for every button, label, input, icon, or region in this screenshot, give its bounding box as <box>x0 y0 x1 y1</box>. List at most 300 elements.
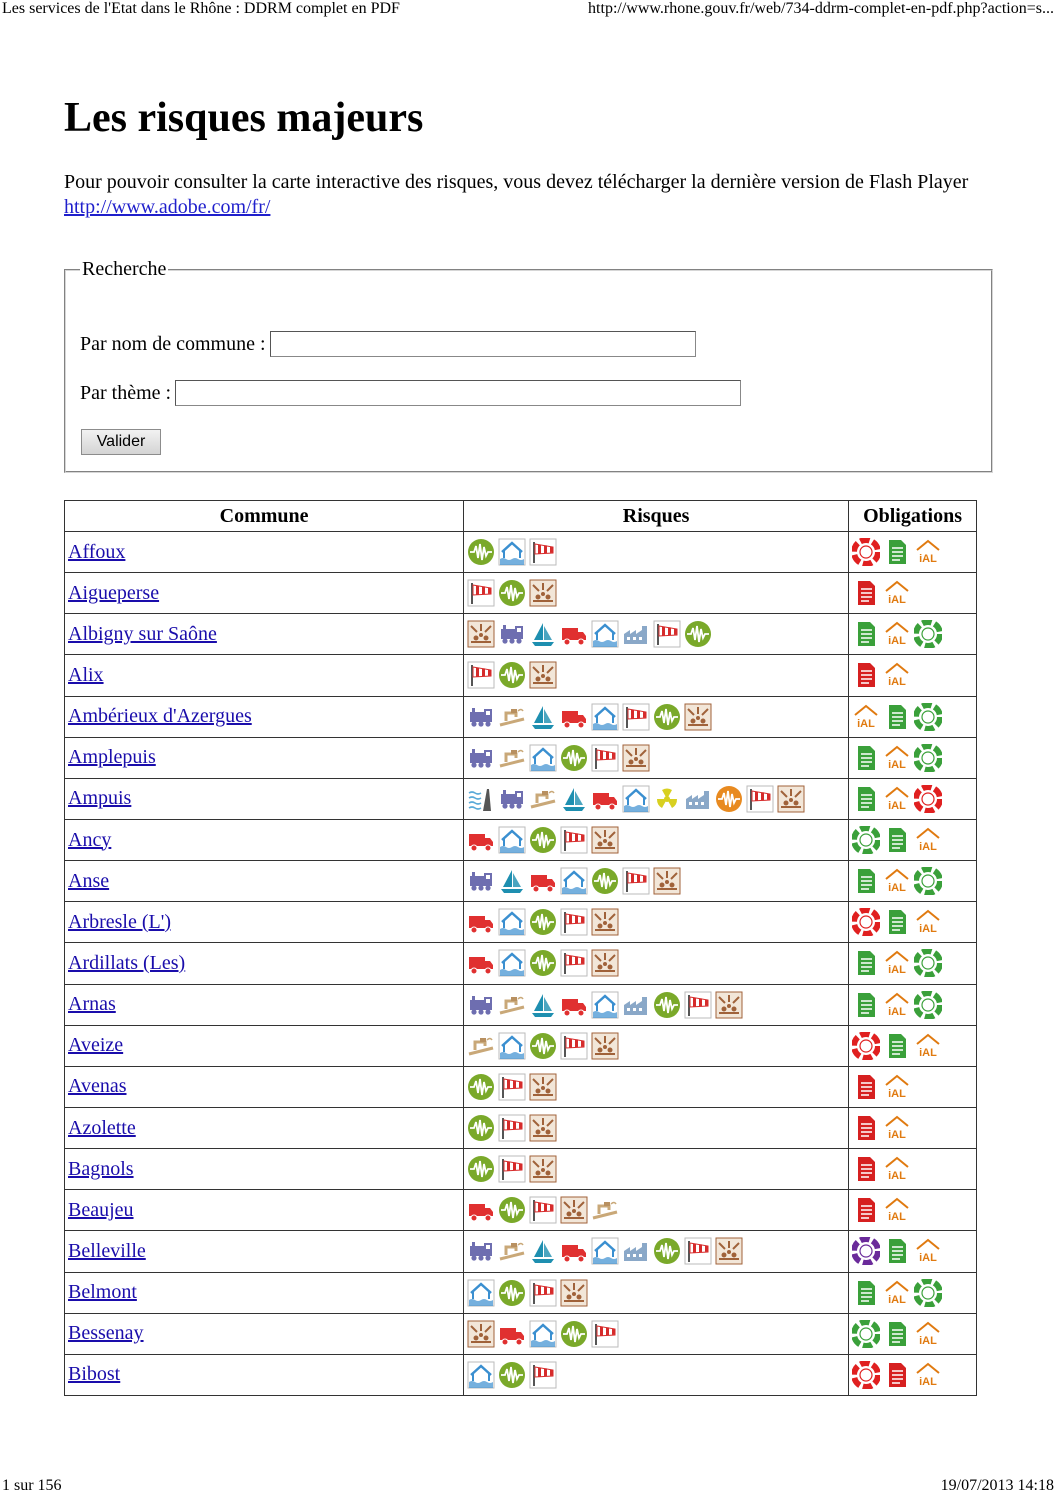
risques-cell <box>464 1025 849 1066</box>
obligations-cell <box>849 1354 977 1395</box>
risk-mouvement-icon[interactable] <box>529 661 557 689</box>
risk-camion-icon[interactable] <box>591 785 619 813</box>
svg-text:iAL: iAL <box>888 594 906 607</box>
obligations-cell <box>849 861 977 902</box>
obligation-pcs-green-icon[interactable] <box>914 1279 942 1307</box>
obligation-pcs-icon[interactable] <box>852 908 880 936</box>
risques-cell <box>464 1190 849 1231</box>
commune-cell <box>65 1354 464 1395</box>
risk-camion-icon[interactable] <box>560 703 588 731</box>
table-row <box>65 655 977 696</box>
risk-bateau-icon[interactable] <box>529 620 557 648</box>
obligation-ial-icon[interactable] <box>914 1361 942 1389</box>
obligation-ial-icon[interactable] <box>883 949 911 977</box>
page-title: Les risques majeurs <box>64 95 424 141</box>
obligations-cell <box>849 696 977 737</box>
risk-inondation-icon[interactable] <box>591 703 619 731</box>
obligation-ial-icon[interactable] <box>883 620 911 648</box>
obligation-pcs-icon[interactable] <box>852 1032 880 1060</box>
risk-inondation-icon[interactable] <box>498 908 526 936</box>
risk-vent-icon[interactable] <box>529 1361 557 1389</box>
risk-mouvement-icon[interactable] <box>529 1155 557 1183</box>
risk-industrie-icon[interactable] <box>622 1237 650 1265</box>
risques-cell <box>464 1149 849 1190</box>
table-row <box>65 943 977 984</box>
risk-seisme-icon[interactable] <box>529 949 557 977</box>
svg-text:iAL: iAL <box>888 882 906 895</box>
commune-link[interactable]: Alix <box>68 663 104 686</box>
table-row <box>65 1313 977 1354</box>
table-row <box>65 1066 977 1107</box>
risk-industrie-icon[interactable] <box>684 785 712 813</box>
table-row <box>65 819 977 860</box>
risk-rail-icon[interactable] <box>498 620 526 648</box>
risk-camion-icon[interactable] <box>529 867 557 895</box>
commune-link[interactable]: Ambérieux d'Azergues <box>68 705 252 728</box>
header-commune: Commune <box>65 501 464 532</box>
risk-seisme-icon[interactable] <box>498 579 526 607</box>
risk-mouvement-icon[interactable] <box>591 908 619 936</box>
risk-camion-icon[interactable] <box>467 1196 495 1224</box>
commune-cell <box>65 943 464 984</box>
obligation-dicrim-red-icon[interactable] <box>852 1114 880 1142</box>
risk-canalisation-icon[interactable] <box>529 785 557 813</box>
risk-industrie-icon[interactable] <box>622 620 650 648</box>
table-row <box>65 861 977 902</box>
risk-nucleaire-icon[interactable] <box>653 785 681 813</box>
obligation-dicrim-icon[interactable] <box>883 1237 911 1265</box>
risques-cell <box>464 1066 849 1107</box>
obligation-pcs-green-icon[interactable] <box>852 1320 880 1348</box>
svg-text:iAL: iAL <box>919 1252 937 1265</box>
commune-link[interactable]: Arnas <box>68 993 116 1016</box>
risques-cell <box>464 1107 849 1148</box>
table-row <box>65 984 977 1025</box>
obligations-cell <box>849 1272 977 1313</box>
risk-seisme-icon[interactable] <box>653 991 681 1019</box>
risk-vent-icon[interactable] <box>622 867 650 895</box>
risk-seisme-orange-icon[interactable] <box>715 785 743 813</box>
commune-link[interactable]: Arbresle (L') <box>68 910 171 933</box>
risk-vent-icon[interactable] <box>560 826 588 854</box>
obligations-cell <box>849 532 977 573</box>
risk-mouvement-icon[interactable] <box>684 703 712 731</box>
risk-canalisation-icon[interactable] <box>498 1237 526 1265</box>
obligation-ial-icon[interactable] <box>883 744 911 772</box>
obligation-ial-icon[interactable] <box>852 703 880 731</box>
risk-seisme-icon[interactable] <box>560 744 588 772</box>
risk-vent-icon[interactable] <box>684 991 712 1019</box>
risk-bateau-icon[interactable] <box>529 1237 557 1265</box>
risk-inondation-icon[interactable] <box>498 949 526 977</box>
risk-inondation-icon[interactable] <box>529 744 557 772</box>
risk-inondation-icon[interactable] <box>529 1320 557 1348</box>
print-footer <box>0 1475 1058 1497</box>
commune-cell <box>65 984 464 1025</box>
risk-inondation-icon[interactable] <box>498 538 526 566</box>
risk-seisme-icon[interactable] <box>529 826 557 854</box>
obligations-cell <box>849 1066 977 1107</box>
obligation-dicrim-icon[interactable] <box>883 1320 911 1348</box>
risk-seisme-icon[interactable] <box>467 538 495 566</box>
risk-vent-icon[interactable] <box>560 949 588 977</box>
risk-vent-icon[interactable] <box>653 620 681 648</box>
svg-text:iAL: iAL <box>888 1005 906 1018</box>
risques-cell <box>464 696 849 737</box>
risk-canalisation-icon[interactable] <box>467 1032 495 1060</box>
risk-vent-icon[interactable] <box>498 1155 526 1183</box>
risk-vent-icon[interactable] <box>467 579 495 607</box>
obligations-cell <box>849 778 977 819</box>
table-row <box>65 1231 977 1272</box>
obligation-ial-icon[interactable] <box>883 785 911 813</box>
risk-seisme-icon[interactable] <box>467 1114 495 1142</box>
risk-vent-icon[interactable] <box>467 661 495 689</box>
risk-seisme-icon[interactable] <box>591 867 619 895</box>
header-obligations: Obligations <box>849 501 977 532</box>
obligations-cell <box>849 984 977 1025</box>
risk-inondation-icon[interactable] <box>467 1279 495 1307</box>
obligation-ial-icon[interactable] <box>883 1279 911 1307</box>
obligation-ial-icon[interactable] <box>914 826 942 854</box>
obligations-cell <box>849 573 977 614</box>
risk-vent-icon[interactable] <box>529 1279 557 1307</box>
obligations-cell <box>849 1231 977 1272</box>
commune-link[interactable]: Belleville <box>68 1239 146 1262</box>
obligations-cell <box>849 1107 977 1148</box>
risk-rail-icon[interactable] <box>498 785 526 813</box>
risk-inondation-icon[interactable] <box>498 1032 526 1060</box>
obligation-dicrim-icon[interactable] <box>883 538 911 566</box>
risques-cell <box>464 778 849 819</box>
commune-input[interactable] <box>270 331 696 357</box>
risk-seisme-icon[interactable] <box>684 620 712 648</box>
obligation-ial-icon[interactable] <box>914 908 942 936</box>
svg-text:iAL: iAL <box>919 923 937 936</box>
obligations-cell <box>849 1025 977 1066</box>
obligation-pcs-icon[interactable] <box>914 785 942 813</box>
obligation-pcs-purple-icon[interactable] <box>852 1237 880 1265</box>
commune-cell <box>65 655 464 696</box>
risk-mouvement-icon[interactable] <box>715 991 743 1019</box>
table-row <box>65 778 977 819</box>
obligation-dicrim-icon[interactable] <box>852 867 880 895</box>
commune-link[interactable]: Aveize <box>68 1034 124 1057</box>
risk-mouvement-icon[interactable] <box>715 1237 743 1265</box>
obligation-dicrim-red-icon[interactable] <box>852 661 880 689</box>
risk-camion-icon[interactable] <box>498 1320 526 1348</box>
risk-vent-icon[interactable] <box>684 1237 712 1265</box>
risk-seisme-icon[interactable] <box>529 1032 557 1060</box>
obligation-pcs-green-icon[interactable] <box>914 703 942 731</box>
risques-cell <box>464 861 849 902</box>
table-row <box>65 1107 977 1148</box>
obligation-pcs-icon[interactable] <box>852 1361 880 1389</box>
risk-mouvement-icon[interactable] <box>653 867 681 895</box>
commune-cell <box>65 614 464 655</box>
commune-link[interactable]: Ampuis <box>68 787 132 810</box>
risk-inondation-icon[interactable] <box>498 826 526 854</box>
obligations-cell <box>849 655 977 696</box>
commune-cell <box>65 778 464 819</box>
obligation-dicrim-red-icon[interactable] <box>852 1155 880 1183</box>
commune-cell <box>65 819 464 860</box>
risk-seisme-icon[interactable] <box>653 703 681 731</box>
print-header <box>0 0 1058 22</box>
obligation-dicrim-red-icon[interactable] <box>852 579 880 607</box>
risques-cell <box>464 655 849 696</box>
obligation-pcs-green-icon[interactable] <box>914 949 942 977</box>
risk-vent-icon[interactable] <box>622 703 650 731</box>
svg-text:iAL: iAL <box>919 841 937 854</box>
commune-link[interactable]: Avenas <box>68 1075 127 1098</box>
obligation-ial-icon[interactable] <box>883 1155 911 1183</box>
risk-canalisation-icon[interactable] <box>498 744 526 772</box>
risk-camion-icon[interactable] <box>560 1237 588 1265</box>
commune-link[interactable]: Ancy <box>68 828 112 851</box>
risk-barrage-icon[interactable] <box>467 785 495 813</box>
commune-label: Par nom de commune : <box>80 332 266 355</box>
obligations-cell <box>849 1190 977 1231</box>
risk-mouvement-icon[interactable] <box>777 785 805 813</box>
risk-inondation-icon[interactable] <box>467 1361 495 1389</box>
obligations-cell <box>849 614 977 655</box>
risk-mouvement-icon[interactable] <box>560 1279 588 1307</box>
obligations-cell <box>849 1149 977 1190</box>
risk-canalisation-icon[interactable] <box>498 703 526 731</box>
risk-canalisation-icon[interactable] <box>591 1196 619 1224</box>
risk-mouvement-icon[interactable] <box>591 949 619 977</box>
risk-vent-icon[interactable] <box>498 1073 526 1101</box>
commune-link[interactable]: Bagnols <box>68 1157 134 1180</box>
obligation-ial-icon[interactable] <box>914 1237 942 1265</box>
risk-camion-icon[interactable] <box>560 620 588 648</box>
obligation-dicrim-icon[interactable] <box>852 785 880 813</box>
obligation-pcs-green-icon[interactable] <box>914 867 942 895</box>
risk-bateau-icon[interactable] <box>529 991 557 1019</box>
obligations-cell <box>849 902 977 943</box>
obligation-ial-icon[interactable] <box>883 867 911 895</box>
table-row <box>65 532 977 573</box>
svg-text:iAL: iAL <box>888 799 906 812</box>
obligation-dicrim-red-icon[interactable] <box>852 1073 880 1101</box>
obligation-dicrim-icon[interactable] <box>883 908 911 936</box>
risques-cell <box>464 532 849 573</box>
obligation-ial-icon[interactable] <box>883 661 911 689</box>
commune-cell <box>65 1231 464 1272</box>
obligation-dicrim-icon[interactable] <box>852 620 880 648</box>
intro-paragraph <box>64 170 974 220</box>
risk-camion-icon[interactable] <box>560 991 588 1019</box>
risques-cell <box>464 614 849 655</box>
print-header-title: Les services de l'Etat dans le Rhône : DDRM complet en PDF <box>2 0 400 17</box>
obligation-dicrim-icon[interactable] <box>852 744 880 772</box>
obligation-pcs-green-icon[interactable] <box>914 620 942 648</box>
risk-rail-icon[interactable] <box>467 703 495 731</box>
table-row <box>65 1354 977 1395</box>
svg-text:iAL: iAL <box>888 635 906 648</box>
svg-text:iAL: iAL <box>888 676 906 689</box>
risk-mouvement-icon[interactable] <box>591 1032 619 1060</box>
obligation-dicrim-red-icon[interactable] <box>852 1196 880 1224</box>
obligation-ial-icon[interactable] <box>883 579 911 607</box>
risk-inondation-icon[interactable] <box>591 620 619 648</box>
risk-mouvement-icon[interactable] <box>467 620 495 648</box>
table-row <box>65 1025 977 1066</box>
page-counter: 1 sur 156 <box>2 1477 62 1494</box>
svg-text:iAL: iAL <box>888 964 906 977</box>
risk-seisme-icon[interactable] <box>498 661 526 689</box>
theme-input[interactable] <box>175 380 741 406</box>
risk-bateau-icon[interactable] <box>529 703 557 731</box>
risk-camion-icon[interactable] <box>467 826 495 854</box>
obligation-pcs-green-icon[interactable] <box>852 826 880 854</box>
svg-text:iAL: iAL <box>919 1375 937 1388</box>
risques-cell <box>464 819 849 860</box>
risk-vent-icon[interactable] <box>498 1114 526 1142</box>
obligation-pcs-green-icon[interactable] <box>914 991 942 1019</box>
commune-link[interactable]: Bibost <box>68 1363 121 1386</box>
risk-vent-icon[interactable] <box>591 1320 619 1348</box>
table-row <box>65 1272 977 1313</box>
risk-inondation-icon[interactable] <box>560 867 588 895</box>
submit-button[interactable]: Valider <box>81 429 161 455</box>
risk-seisme-icon[interactable] <box>529 908 557 936</box>
risk-vent-icon[interactable] <box>746 785 774 813</box>
risk-canalisation-icon[interactable] <box>498 991 526 1019</box>
risk-mouvement-icon[interactable] <box>591 826 619 854</box>
obligation-ial-icon[interactable] <box>914 1320 942 1348</box>
risk-mouvement-icon[interactable] <box>467 1320 495 1348</box>
risk-seisme-icon[interactable] <box>498 1361 526 1389</box>
risk-camion-icon[interactable] <box>467 908 495 936</box>
obligation-dicrim-red-icon[interactable] <box>883 1361 911 1389</box>
commune-link[interactable]: Amplepuis <box>68 746 156 769</box>
risk-seisme-icon[interactable] <box>467 1073 495 1101</box>
intro-text: Pour pouvoir consulter la carte interactive des risques, vous devez télécharger la dernière version de Flash Player <box>64 171 969 193</box>
risk-vent-icon[interactable] <box>560 1032 588 1060</box>
adobe-link[interactable]: http://www.adobe.com/fr/ <box>64 196 271 218</box>
obligation-dicrim-icon[interactable] <box>883 703 911 731</box>
obligation-ial-icon[interactable] <box>914 1032 942 1060</box>
obligation-dicrim-icon[interactable] <box>852 949 880 977</box>
risk-seisme-icon[interactable] <box>653 1237 681 1265</box>
search-legend: Recherche <box>82 258 167 280</box>
risk-vent-icon[interactable] <box>591 744 619 772</box>
commune-link[interactable]: Affoux <box>68 540 126 563</box>
risk-inondation-icon[interactable] <box>622 785 650 813</box>
risk-rail-icon[interactable] <box>467 1237 495 1265</box>
table-row <box>65 902 977 943</box>
svg-text:iAL: iAL <box>857 717 875 730</box>
commune-link[interactable]: Bessenay <box>68 1322 144 1345</box>
risk-bateau-icon[interactable] <box>560 785 588 813</box>
risk-mouvement-icon[interactable] <box>622 744 650 772</box>
commune-link[interactable]: Albigny sur Saône <box>68 622 217 645</box>
commune-link[interactable]: Ardillats (Les) <box>68 951 186 974</box>
risk-vent-icon[interactable] <box>529 1196 557 1224</box>
theme-label: Par thème : <box>80 381 172 404</box>
risques-cell <box>464 1231 849 1272</box>
svg-text:iAL: iAL <box>888 758 906 771</box>
commune-link[interactable]: Anse <box>68 869 110 892</box>
obligation-dicrim-icon[interactable] <box>883 1032 911 1060</box>
commune-link[interactable]: Aigueperse <box>68 581 160 604</box>
table-row <box>65 737 977 778</box>
risk-mouvement-icon[interactable] <box>529 1073 557 1101</box>
risques-cell <box>464 1272 849 1313</box>
commune-cell <box>65 1025 464 1066</box>
commune-link[interactable]: Azolette <box>68 1116 136 1139</box>
risk-industrie-icon[interactable] <box>622 991 650 1019</box>
risk-rail-icon[interactable] <box>467 991 495 1019</box>
search-fieldset <box>64 258 993 473</box>
commune-link[interactable]: Beaujeu <box>68 1198 134 1221</box>
print-timestamp: 19/07/2013 14:18 <box>940 1477 1054 1494</box>
table-row <box>65 614 977 655</box>
table-row <box>65 1149 977 1190</box>
svg-text:iAL: iAL <box>919 1334 937 1347</box>
risk-seisme-icon[interactable] <box>498 1196 526 1224</box>
risk-inondation-icon[interactable] <box>591 1237 619 1265</box>
obligation-ial-icon[interactable] <box>883 991 911 1019</box>
obligation-dicrim-icon[interactable] <box>883 826 911 854</box>
risk-mouvement-icon[interactable] <box>560 1196 588 1224</box>
commune-link[interactable]: Belmont <box>68 1281 137 1304</box>
risk-rail-icon[interactable] <box>467 867 495 895</box>
obligation-ial-icon[interactable] <box>883 1114 911 1142</box>
table-header-row <box>65 501 977 532</box>
obligation-dicrim-icon[interactable] <box>852 1279 880 1307</box>
risques-cell <box>464 1354 849 1395</box>
commune-cell <box>65 1190 464 1231</box>
risques-cell <box>464 573 849 614</box>
risk-seisme-icon[interactable] <box>467 1155 495 1183</box>
risk-mouvement-icon[interactable] <box>529 579 557 607</box>
obligation-dicrim-icon[interactable] <box>852 991 880 1019</box>
risk-vent-icon[interactable] <box>560 908 588 936</box>
risk-seisme-icon[interactable] <box>560 1320 588 1348</box>
risques-cell <box>464 984 849 1025</box>
commune-row <box>80 331 696 357</box>
header-risques: Risques <box>464 501 849 532</box>
risk-seisme-icon[interactable] <box>498 1279 526 1307</box>
risk-inondation-icon[interactable] <box>591 991 619 1019</box>
risk-mouvement-icon[interactable] <box>529 1114 557 1142</box>
obligations-cell <box>849 819 977 860</box>
obligation-pcs-icon[interactable] <box>852 538 880 566</box>
risks-table <box>64 500 977 1396</box>
risk-rail-icon[interactable] <box>467 744 495 772</box>
obligation-ial-icon[interactable] <box>883 1073 911 1101</box>
svg-text:iAL: iAL <box>919 553 937 566</box>
commune-cell <box>65 1107 464 1148</box>
obligations-cell <box>849 737 977 778</box>
svg-text:iAL: iAL <box>919 1046 937 1059</box>
obligation-ial-icon[interactable] <box>883 1196 911 1224</box>
obligation-pcs-green-icon[interactable] <box>914 744 942 772</box>
risk-camion-icon[interactable] <box>467 949 495 977</box>
commune-cell <box>65 573 464 614</box>
commune-cell <box>65 1149 464 1190</box>
risk-bateau-icon[interactable] <box>498 867 526 895</box>
risk-vent-icon[interactable] <box>529 538 557 566</box>
risques-cell <box>464 737 849 778</box>
obligation-ial-icon[interactable] <box>914 538 942 566</box>
obligations-cell <box>849 1313 977 1354</box>
table-row <box>65 1190 977 1231</box>
print-header-url: http://www.rhone.gouv.fr/web/734-ddrm-complet-en-pdf.php?action=s... <box>588 0 1054 17</box>
